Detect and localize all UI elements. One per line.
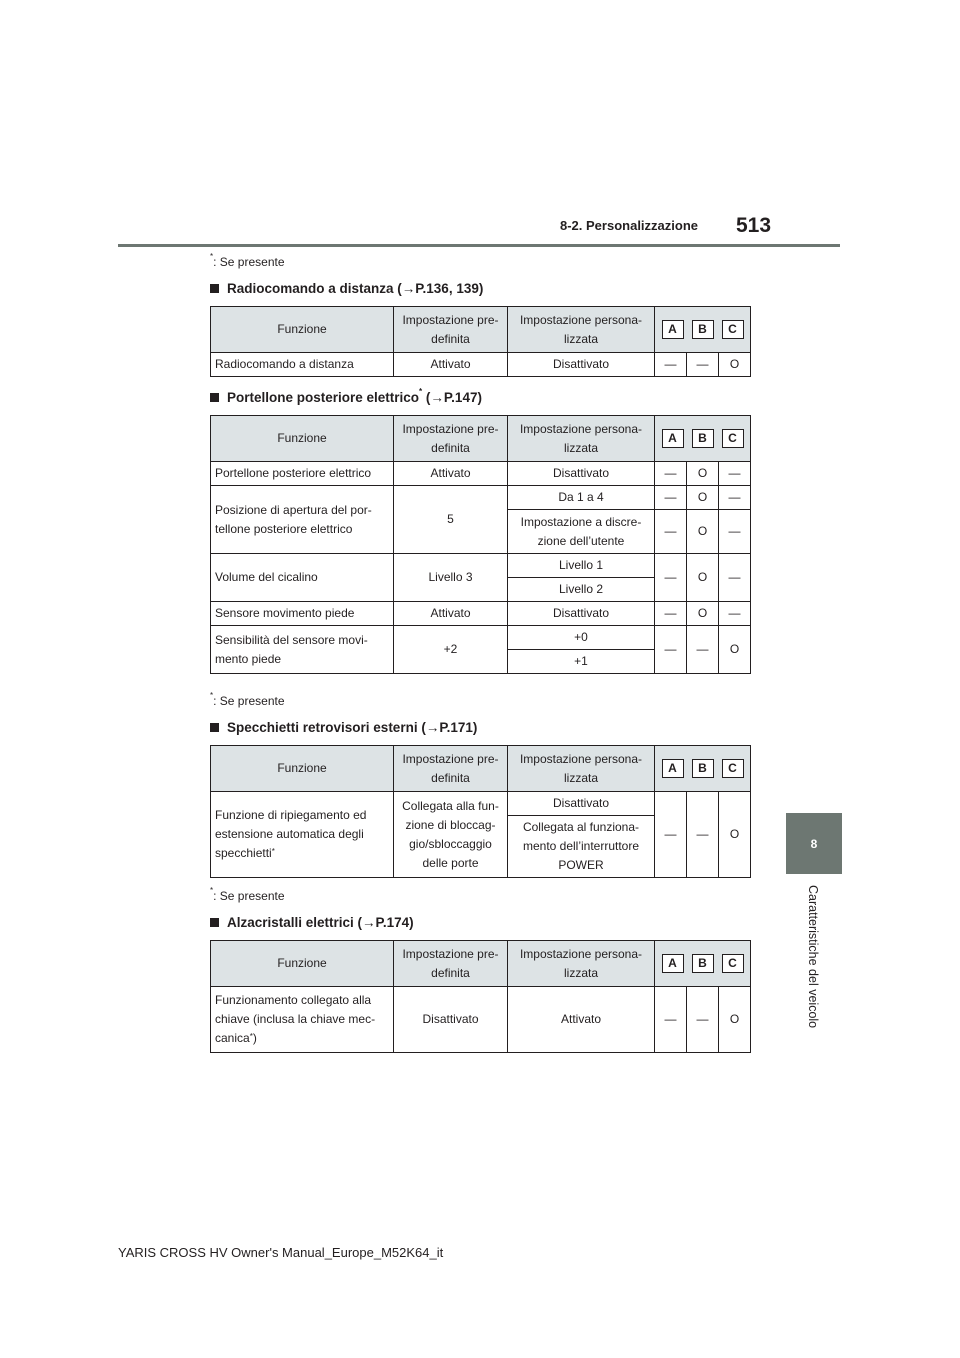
chapter-tab: 8 <box>786 813 842 874</box>
table-row: Funzione di ripiegamento ed estensione automatica degli specchietti* Collegata alla fun-zione di bloccag-gio/sbloccaggio delle porte Disattivato — — O <box>211 792 751 816</box>
table-row: Sensore movimento piede Attivato Disattivato — O — <box>211 602 751 626</box>
table-row: Posizione di apertura del por-tellone posteriore elettrico 5 Da 1 a 4 — O — <box>211 486 751 510</box>
header-default: Impostazione pre-definita <box>394 307 508 353</box>
header-custom: Impostazione persona-lizzata <box>508 307 655 353</box>
table-row: Funzionamento collegato alla chiave (inclusa la chiave mec-canica*) Disattivato Attivato — — O <box>211 987 751 1053</box>
table-row: +1 <box>211 650 751 674</box>
table-row: Sensibilità del sensore movi-mento piede +2 +0 — — O <box>211 626 751 650</box>
header-divider <box>118 244 840 247</box>
square-bullet-icon <box>210 393 219 402</box>
section-heading-tailgate: Portellone posteriore elettrico* (→P.147) <box>210 390 482 405</box>
table-row: Impostazione a discre-zione dell’utente — O — <box>211 510 751 554</box>
footnote: *: Se presente <box>210 252 285 269</box>
chapter-label: Caratteristiche del veicolo <box>806 885 820 1029</box>
table-windows: Funzione Impostazione pre-definita Impostazione persona-lizzata A B C Funzionamento collegato alla chiave (inclusa la chiave mec-canica*) Disattivato Attivato — — O <box>210 940 751 1053</box>
footnote: *: Se presente <box>210 886 285 903</box>
section-heading-mirrors: Specchietti retrovisori esterni (→P.171) <box>210 720 477 735</box>
table-row: Portellone posteriore elettrico Attivato Disattivato — O — <box>211 462 751 486</box>
section-heading-remote: Radiocomando a distanza (→P.136, 139) <box>210 281 483 296</box>
table-remote <box>210 306 751 377</box>
header-function: Funzione <box>211 307 394 353</box>
page-number: 513 <box>736 214 772 237</box>
section-heading-windows: Alzacristalli elettrici (→P.174) <box>210 915 414 930</box>
table-row: Livello 2 <box>211 578 751 602</box>
header-section-title: 8-2. Personalizzazione <box>560 218 698 233</box>
manual-footer: YARIS CROSS HV Owner's Manual_Europe_M52K64_it <box>118 1245 444 1260</box>
table-row: Radiocomando a distanza Attivato Disattivato — — O <box>211 353 751 377</box>
table-row: Collegata al funziona-mento dell’interruttore POWER <box>211 816 751 878</box>
square-bullet-icon <box>210 723 219 732</box>
table-tailgate: Funzione Impostazione pre-definita Impostazione persona-lizzata A B C Portellone posteriore elettrico Attivato Disattivato — O — Posizione di apertura del por-tellone posteriore elettrico 5 Da 1 a 4 — O — Impostazione a discre-zione dell’utente — O — Volume del cicalino Livello 3 Livello 1 — O — Livello 2 Sensore movimento piede Attivato Disattivato — O — Sensibilità del sensore movi-mento piede +2 +0 — — O +1 <box>210 415 751 674</box>
square-bullet-icon <box>210 918 219 927</box>
table-row: Volume del cicalino Livello 3 Livello 1 — O — <box>211 554 751 578</box>
header-abc: A B C <box>655 307 751 353</box>
square-bullet-icon <box>210 284 219 293</box>
footnote: *: Se presente <box>210 691 285 708</box>
table-mirrors: Funzione Impostazione pre-definita Impostazione persona-lizzata A B C Funzione di ripiegamento ed estensione automatica degli specchietti* Collegata alla fun-zione di bloccag-gio/sbloccaggio delle porte Disattivato — — O Collegata al funziona-mento dell’interruttore POWER <box>210 745 751 878</box>
